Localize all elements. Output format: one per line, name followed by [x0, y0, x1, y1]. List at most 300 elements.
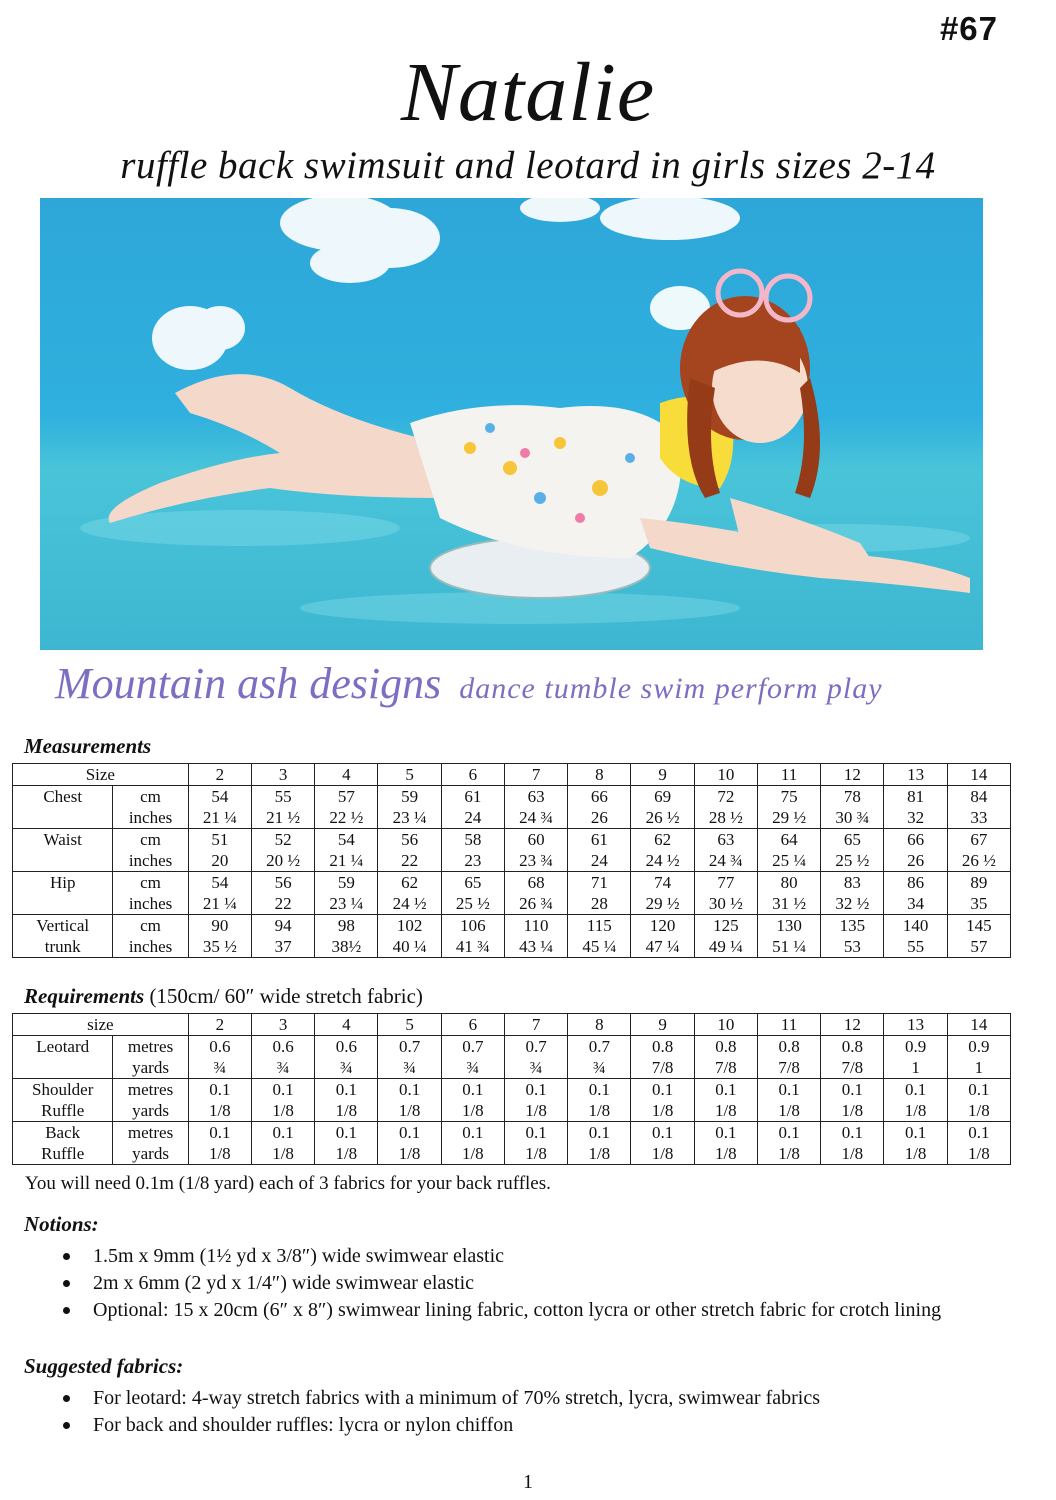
unit-cell: [113, 915, 188, 958]
value-line: 29 ½: [645, 894, 680, 913]
row-group-label-line: Shoulder: [32, 1080, 94, 1099]
value-line: 65: [843, 830, 861, 849]
value-line: 94: [274, 916, 292, 935]
value-cell: [631, 786, 694, 829]
requirements-heading-title: Requirements: [24, 984, 145, 1008]
size-header-cell: 12: [821, 764, 884, 786]
value-line: 23 ¾: [519, 851, 554, 870]
value-cell: [251, 1122, 314, 1165]
value-line: 23 ¼: [329, 894, 364, 913]
value-cell: [947, 1036, 1010, 1079]
value-line: 41 ¾: [455, 937, 490, 956]
value-line: 89: [970, 873, 988, 892]
value-cell: [757, 915, 820, 958]
value-line: 1/8: [398, 1144, 421, 1163]
value-cell: [441, 1036, 504, 1079]
value-line: 59: [401, 787, 419, 806]
value-line: ¾: [276, 1058, 290, 1077]
size-header-row: [13, 764, 1011, 786]
value-line: 1/8: [208, 1144, 231, 1163]
value-cell: [441, 1079, 504, 1122]
unit-cell: [113, 872, 188, 915]
value-line: 77: [717, 873, 735, 892]
brand-line: [55, 658, 1015, 718]
row-group-label-line: Waist: [43, 830, 82, 849]
value-line: 1/8: [461, 1101, 484, 1120]
value-line: 0.1: [651, 1123, 674, 1142]
value-line: 1/8: [272, 1101, 294, 1120]
value-line: 61: [464, 787, 482, 806]
value-cell: [315, 829, 378, 872]
value-line: 49 ¼: [708, 937, 743, 956]
value-cell: [568, 1122, 631, 1165]
value-cell: [188, 786, 251, 829]
value-line: 26: [590, 808, 608, 827]
size-header-cell: 9: [631, 1014, 694, 1036]
unit-label: metres: [127, 1123, 174, 1142]
value-line: 24 ½: [392, 894, 427, 913]
size-header-cell: 3: [251, 1014, 314, 1036]
value-cell: [251, 1036, 314, 1079]
table-row: [13, 1036, 1011, 1079]
value-line: 125: [713, 916, 739, 935]
value-line: 21 ½: [266, 808, 301, 827]
value-cell: [947, 915, 1010, 958]
row-group-label: [13, 786, 113, 829]
value-line: 24 ¾: [708, 851, 743, 870]
value-cell: [884, 1036, 947, 1079]
value-line: 24 ¾: [519, 808, 554, 827]
value-cell: [694, 915, 757, 958]
value-line: 72: [717, 787, 735, 806]
value-cell: [188, 1036, 251, 1079]
size-header-cell: 8: [568, 1014, 631, 1036]
unit-cell: [113, 1122, 188, 1165]
value-line: 1/8: [714, 1144, 737, 1163]
value-line: 0.1: [462, 1123, 484, 1142]
value-cell: [504, 872, 567, 915]
value-cell: [884, 829, 947, 872]
value-line: 47 ¼: [645, 937, 680, 956]
value-line: 38½: [331, 937, 362, 956]
unit-label: metres: [127, 1080, 174, 1099]
list-item: Optional: 15 x 20cm (6″ x 8″) swimwear lining fabric, cotton lycra or other stretch fabric for crotch lining: [25, 1297, 965, 1324]
value-cell: [694, 1079, 757, 1122]
size-header-cell: 5: [378, 764, 441, 786]
value-line: 26 ¾: [519, 894, 554, 913]
value-line: 145: [966, 916, 992, 935]
value-cell: [378, 1079, 441, 1122]
value-line: 55: [907, 937, 925, 956]
row-group-label: [13, 915, 113, 958]
value-cell: [568, 786, 631, 829]
value-line: 58: [464, 830, 482, 849]
value-line: 23: [464, 851, 482, 870]
value-cell: [631, 829, 694, 872]
value-cell: [821, 786, 884, 829]
size-header-cell: 7: [504, 1014, 567, 1036]
value-line: 31 ½: [772, 894, 807, 913]
value-line: 98: [337, 916, 355, 935]
row-group-label-line: Ruffle: [41, 1101, 85, 1120]
size-header-cell: 6: [441, 1014, 504, 1036]
size-header-cell: 11: [757, 764, 820, 786]
value-cell: [884, 1122, 947, 1165]
unit-label: metres: [127, 1037, 174, 1056]
value-line: 20: [211, 851, 229, 870]
value-cell: [947, 1079, 1010, 1122]
value-cell: [568, 1036, 631, 1079]
value-cell: [188, 829, 251, 872]
value-line: 1/8: [904, 1144, 927, 1163]
unit-cell: [113, 786, 188, 829]
value-line: ¾: [466, 1058, 480, 1077]
value-line: 40 ¼: [392, 937, 427, 956]
value-cell: [188, 915, 251, 958]
value-line: 25 ½: [835, 851, 870, 870]
value-line: 0.1: [715, 1080, 737, 1099]
value-cell: [378, 1122, 441, 1165]
unit-label: inches: [128, 937, 173, 956]
value-cell: [821, 915, 884, 958]
back-ruffle-note: You will need 0.1m (1/8 yard) each of 3 fabrics for your back ruffles.: [25, 1173, 551, 1194]
value-cell: [694, 872, 757, 915]
value-line: ¾: [592, 1058, 606, 1077]
value-line: 0.1: [588, 1080, 610, 1099]
value-line: ¾: [213, 1058, 227, 1077]
value-line: 0.1: [335, 1080, 357, 1099]
size-header-cell: 9: [631, 764, 694, 786]
unit-cell: [113, 1079, 188, 1122]
value-cell: [504, 786, 567, 829]
value-line: 1/8: [335, 1101, 358, 1120]
value-line: 68: [527, 873, 545, 892]
value-line: 0.7: [525, 1037, 547, 1056]
value-cell: [821, 829, 884, 872]
value-line: 90: [211, 916, 229, 935]
pattern-title: Natalie: [400, 46, 656, 139]
value-line: 0.8: [715, 1037, 737, 1056]
value-line: 0.1: [272, 1080, 294, 1099]
size-label: size: [13, 1014, 189, 1036]
value-line: 7/8: [714, 1058, 737, 1077]
value-line: 75: [780, 787, 798, 806]
value-cell: [757, 1036, 820, 1079]
value-line: 60: [527, 830, 545, 849]
value-cell: [188, 872, 251, 915]
value-line: 0.8: [778, 1037, 800, 1056]
value-line: 0.1: [209, 1080, 231, 1099]
cover-photo: [40, 198, 983, 650]
value-cell: [694, 829, 757, 872]
value-line: 0.7: [588, 1037, 610, 1056]
size-header-cell: 11: [757, 1014, 820, 1036]
value-cell: [947, 1122, 1010, 1165]
row-group-label: [13, 1036, 113, 1079]
size-header-cell: 7: [504, 764, 567, 786]
value-line: 1/8: [841, 1101, 864, 1120]
value-line: 0.1: [462, 1080, 484, 1099]
value-line: 30 ½: [708, 894, 743, 913]
value-line: 1/8: [588, 1144, 611, 1163]
value-line: 0.1: [778, 1123, 800, 1142]
row-group-label-line: Vertical: [36, 916, 90, 935]
value-line: 0.1: [525, 1123, 547, 1142]
value-cell: [884, 1079, 947, 1122]
value-line: 57: [970, 937, 988, 956]
value-line: 0.6: [335, 1037, 357, 1056]
value-cell: [631, 1036, 694, 1079]
value-cell: [884, 872, 947, 915]
value-line: ¾: [529, 1058, 543, 1077]
value-line: 1/8: [335, 1144, 358, 1163]
value-line: 62: [654, 830, 672, 849]
value-line: 25 ½: [455, 894, 490, 913]
value-line: 7/8: [841, 1058, 864, 1077]
value-line: 1/8: [461, 1144, 484, 1163]
value-line: 115: [586, 916, 612, 935]
value-line: 130: [776, 916, 802, 935]
value-cell: [251, 786, 314, 829]
row-group-label-line: trunk: [44, 937, 81, 956]
value-cell: [504, 915, 567, 958]
value-cell: [568, 829, 631, 872]
size-header-cell: 5: [378, 1014, 441, 1036]
size-header-cell: 14: [947, 1014, 1010, 1036]
value-cell: [315, 1036, 378, 1079]
value-cell: [568, 1079, 631, 1122]
size-label: Size: [13, 764, 189, 786]
value-line: 51: [211, 830, 229, 849]
value-line: 74: [654, 873, 672, 892]
value-cell: [251, 1079, 314, 1122]
unit-label: cm: [140, 916, 161, 935]
value-line: 1: [974, 1058, 984, 1077]
value-line: 23 ¼: [392, 808, 427, 827]
row-group-label-line: Back: [45, 1123, 81, 1142]
value-line: 29 ½: [772, 808, 807, 827]
value-line: 26: [907, 851, 925, 870]
pattern-subtitle: ruffle back swimsuit and leotard in girls sizes 2-14: [120, 144, 936, 187]
value-line: 0.9: [904, 1037, 927, 1056]
page-number: 1: [523, 1471, 533, 1493]
size-header-cell: 4: [315, 764, 378, 786]
value-line: 63: [717, 830, 735, 849]
value-cell: [378, 872, 441, 915]
size-header-cell: 10: [694, 1014, 757, 1036]
value-line: 80: [780, 873, 798, 892]
value-cell: [947, 872, 1010, 915]
unit-label: inches: [128, 808, 173, 827]
cloud-shapes: [152, 198, 740, 370]
value-line: 56: [274, 873, 292, 892]
value-line: 52: [274, 830, 292, 849]
value-cell: [504, 1036, 567, 1079]
value-line: 102: [396, 916, 423, 935]
table-row: [13, 786, 1011, 829]
value-line: 1: [911, 1058, 920, 1077]
value-line: 24 ½: [645, 851, 680, 870]
value-line: 62: [401, 873, 419, 892]
size-header-cell: 2: [188, 1014, 251, 1036]
value-line: 24: [464, 808, 482, 827]
value-line: 43 ¼: [519, 937, 554, 956]
value-cell: [694, 786, 757, 829]
row-group-label-line: Chest: [43, 787, 83, 806]
list-item: For leotard: 4-way stretch fabrics with a minimum of 70% stretch, lycra, swimwear fabrics: [25, 1385, 965, 1412]
value-cell: [315, 786, 378, 829]
suggested-fabrics-list: [25, 1385, 965, 1439]
row-group-label: [13, 872, 113, 915]
value-line: 1/8: [272, 1144, 294, 1163]
value-cell: [441, 829, 504, 872]
value-line: 54: [337, 830, 355, 849]
row-group-label: [13, 829, 113, 872]
value-line: 33: [970, 808, 988, 827]
value-line: 32: [907, 808, 925, 827]
value-cell: [315, 872, 378, 915]
value-line: 135: [839, 916, 866, 935]
table-row: [13, 1122, 1011, 1165]
value-line: 0.1: [715, 1123, 737, 1142]
size-header-cell: 12: [821, 1014, 884, 1036]
value-line: 21 ¼: [329, 851, 364, 870]
value-line: 0.1: [525, 1080, 547, 1099]
value-line: 21 ¼: [202, 894, 237, 913]
value-line: 35: [970, 894, 988, 913]
value-line: 0.1: [588, 1123, 610, 1142]
measurements-heading: Measurements: [24, 734, 152, 758]
value-line: 67: [970, 830, 988, 849]
value-line: 25 ¼: [772, 851, 807, 870]
value-line: 56: [401, 830, 419, 849]
value-line: 24: [590, 851, 608, 870]
value-cell: [694, 1036, 757, 1079]
value-line: 26 ½: [961, 851, 996, 870]
value-line: 28: [590, 894, 608, 913]
value-line: 61: [590, 830, 608, 849]
unit-label: cm: [140, 873, 161, 892]
value-cell: [441, 872, 504, 915]
value-line: 83: [843, 873, 861, 892]
value-line: 81: [907, 787, 925, 806]
size-header-cell: 8: [568, 764, 631, 786]
value-line: 54: [211, 787, 229, 806]
pattern-number: #67: [939, 10, 998, 47]
value-cell: [631, 1079, 694, 1122]
value-line: 32 ½: [835, 894, 870, 913]
value-line: 54: [211, 873, 229, 892]
value-line: 1/8: [398, 1101, 421, 1120]
value-cell: [631, 872, 694, 915]
value-line: 34: [907, 894, 925, 913]
size-header-row: [13, 1014, 1011, 1036]
value-cell: [188, 1122, 251, 1165]
value-cell: [757, 1079, 820, 1122]
value-cell: [568, 872, 631, 915]
value-cell: [378, 829, 441, 872]
value-line: ¾: [403, 1058, 416, 1077]
value-line: 1/8: [525, 1101, 547, 1120]
table-row: [13, 915, 1011, 958]
value-line: 106: [460, 916, 486, 935]
value-cell: [821, 1122, 884, 1165]
value-cell: [821, 872, 884, 915]
value-line: 57: [337, 787, 355, 806]
value-line: 0.7: [398, 1037, 421, 1056]
value-cell: [757, 872, 820, 915]
size-header-cell: 13: [884, 1014, 947, 1036]
unit-label: inches: [128, 894, 173, 913]
value-line: 120: [649, 916, 676, 935]
unit-label: yards: [132, 1058, 169, 1077]
value-line: ¾: [339, 1058, 353, 1077]
value-cell: [947, 829, 1010, 872]
value-cell: [884, 915, 947, 958]
value-line: 37: [274, 937, 292, 956]
value-line: 1/8: [651, 1144, 674, 1163]
value-line: 0.8: [841, 1037, 863, 1056]
value-cell: [378, 786, 441, 829]
value-line: 0.1: [968, 1123, 990, 1142]
value-line: 65: [464, 873, 482, 892]
size-header-cell: 10: [694, 764, 757, 786]
notions-heading: Notions:: [24, 1212, 99, 1236]
value-line: 7/8: [778, 1058, 800, 1077]
value-line: 140: [902, 916, 929, 935]
size-header-cell: 2: [188, 764, 251, 786]
value-cell: [504, 1122, 567, 1165]
value-line: 0.6: [272, 1037, 294, 1056]
value-line: 0.1: [904, 1123, 927, 1142]
value-line: 28 ½: [708, 808, 743, 827]
value-line: 110: [523, 916, 549, 935]
value-line: 1/8: [208, 1101, 231, 1120]
suggested-fabrics-heading: Suggested fabrics:: [24, 1354, 184, 1378]
value-line: 53: [843, 937, 861, 956]
brand-name: Mountain ash designs: [55, 659, 442, 708]
requirements-heading-note: (150cm/ 60″ wide stretch fabric): [149, 984, 423, 1008]
value-line: 1/8: [841, 1144, 864, 1163]
value-line: 20 ½: [266, 851, 301, 870]
value-cell: [441, 1122, 504, 1165]
value-cell: [757, 1122, 820, 1165]
notions-list: [25, 1243, 965, 1324]
value-cell: [757, 786, 820, 829]
value-line: 66: [590, 787, 608, 806]
size-header-cell: 3: [251, 764, 314, 786]
value-line: 0.7: [462, 1037, 484, 1056]
list-item: 1.5m x 9mm (1½ yd x 3/8″) wide swimwear elastic: [25, 1243, 965, 1270]
row-group-label-line: Ruffle: [41, 1144, 85, 1163]
table-row: [13, 872, 1011, 915]
value-line: 7/8: [651, 1058, 674, 1077]
row-group-label-line: Hip: [49, 873, 76, 892]
value-line: 1/8: [967, 1144, 990, 1163]
size-header-cell: 4: [315, 1014, 378, 1036]
value-line: 0.1: [968, 1080, 990, 1099]
table-row: [13, 1079, 1011, 1122]
value-line: 0.1: [651, 1080, 674, 1099]
value-line: 0.1: [904, 1080, 927, 1099]
cover-photo-illustration: [40, 198, 983, 650]
size-header-cell: 6: [441, 764, 504, 786]
value-cell: [884, 786, 947, 829]
value-line: 69: [654, 787, 672, 806]
value-cell: [315, 1122, 378, 1165]
value-line: 1/8: [588, 1101, 611, 1120]
value-cell: [821, 1079, 884, 1122]
